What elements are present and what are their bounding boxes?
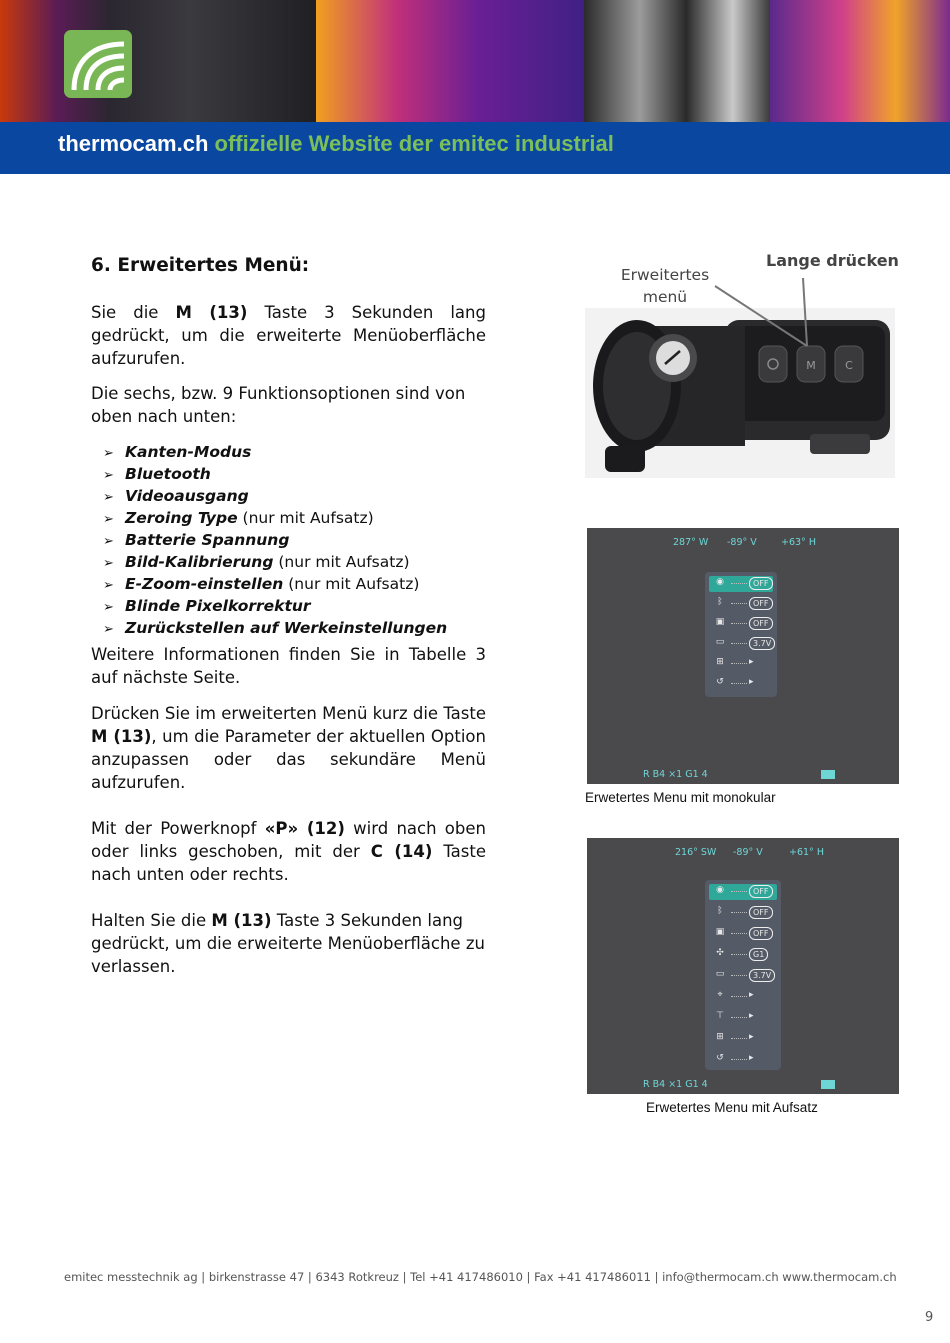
divider [731,1059,747,1060]
text: Halten Sie die [91,911,212,930]
key-label: C (14) [370,842,433,861]
reset-icon: ↺ [716,1053,724,1063]
thermal-photo-1 [0,0,316,122]
extended-menu [705,572,777,697]
text: Taste 3 Sekunden lang gedrückt, um die erweiterte Menüoberfläche zu verlassen. [91,911,485,976]
hud-heading: 216° SW [675,847,717,858]
option-name: Batterie Spannung [125,531,290,549]
menu-value: G1 [749,948,768,961]
option-note: (nur mit Aufsatz) [237,509,374,527]
divider [731,975,747,976]
list-item [103,552,447,574]
screen-attachment [587,838,899,1094]
option-name: Bild-Kalibrierung [125,553,274,571]
caption-attachment: Erwetertes Menu mit Aufsatz [646,1100,818,1115]
pixel-icon: ⊞ [716,1032,724,1042]
menu-item-reset[interactable] [709,676,773,692]
menu-value: 3.7V [749,637,775,650]
option-name: Kanten-Modus [125,443,252,461]
bluetooth-icon: ᛒ [717,906,723,916]
screen-monocular [587,528,899,784]
paragraph-exit-menu [91,909,486,978]
video-output-icon: ▣ [715,617,725,627]
menu-value: OFF [749,885,773,898]
list-item [103,596,447,618]
arrow-bullet-icon: ➢ [103,600,114,615]
menu-value: OFF [749,906,773,919]
hud-vertical: -89° V [727,537,757,548]
text: Taste nach unten oder rechts. [91,842,487,884]
reset-icon: ↺ [716,677,724,687]
eye-icon: ◉ [716,885,724,895]
divider [731,663,747,664]
key-label: M (13) [211,911,272,930]
thermal-photo-3 [584,0,770,122]
text: , um die Parameter der aktuellen Option anzupassen oder das sekundäre Menü aufzurufen. [91,727,486,792]
option-name: Blinde Pixelkorrektur [125,597,311,615]
bluetooth-icon: ᛒ [717,597,723,607]
list-item [103,486,447,508]
menu-arrow: ▸ [749,657,754,667]
hud-heading: 287° W [673,537,709,548]
video-output-icon: ▣ [715,927,725,937]
key-label: M (13) [175,303,248,322]
pixel-icon: ⊞ [716,657,724,667]
page-number: 9 [925,1310,934,1325]
menu-value: OFF [749,577,773,590]
list-item [103,442,447,464]
header-banner [0,0,950,122]
menu-item-calibration[interactable] [709,989,777,1005]
svg-text:M: M [806,359,816,372]
arrow-bullet-icon: ➢ [103,534,114,549]
menu-arrow: ▸ [749,1032,754,1042]
divider [731,954,747,955]
crosshair-icon: ⌖ [717,990,723,1000]
list-item [103,574,447,596]
eye-icon: ◉ [716,577,724,587]
key-label: M (13) [91,727,152,746]
company-logo [64,30,132,98]
key-label: «P» (12) [264,819,345,838]
divider [731,623,747,624]
site-name-primary: thermocam.ch [58,131,209,156]
paragraph-more-info: Weitere Informationen finden Sie in Tabelle 3 auf nächste Seite. [91,645,486,687]
menu-item-reset[interactable] [709,1052,777,1068]
option-name: Videoausgang [125,487,249,505]
text: Mit der Powerknopf [91,819,265,838]
menu-item-video[interactable] [709,926,777,942]
section-title: Erweitertes Menü: [117,255,310,276]
label-extended-menu [610,264,720,308]
text: Sie die [91,303,176,322]
label-long-press: Lange drücken [766,251,899,270]
arrow-bullet-icon: ➢ [103,446,114,461]
hud-status: R B4 ×1 G1 4 [643,1079,708,1090]
hud-horizontal: +61° H [789,847,824,858]
divider [731,603,747,604]
text: Taste 3 Sekunden lang gedrückt, um die erweiterte Menüoberfläche aufzurufen. [91,303,486,368]
options-list [103,442,447,640]
divider [731,643,747,644]
menu-item-battery[interactable] [709,968,777,984]
list-item [103,530,447,552]
paragraph-open-menu [91,301,486,370]
menu-item-pixel[interactable] [709,1031,777,1047]
option-name: E-Zoom-einstellen [125,575,284,593]
arrow-bullet-icon: ➢ [103,578,114,593]
list-item [103,464,447,486]
footer-contact: emitec messtechnik ag | birkenstrasse 47 | 6343 Rotkreuz | Tel +41 417486010 | Fax +41 417486011 | info@thermocam.ch www.thermocam.ch [64,1270,897,1284]
list-item [103,508,447,530]
battery-icon: ▭ [715,969,725,979]
menu-item-zeroing[interactable] [709,947,777,963]
text: Drücken Sie im erweiterten Menü kurz die Taste [91,704,486,723]
divider [731,1038,747,1039]
label-line: Erweitertes [620,266,710,284]
divider [731,912,747,913]
menu-item-ezoom[interactable] [709,1010,777,1026]
battery-indicator-icon [821,1080,835,1089]
battery-icon: ▭ [715,637,725,647]
option-name: Bluetooth [125,465,211,483]
divider [731,891,747,892]
hud-vertical: -89° V [733,847,763,858]
menu-value: OFF [749,597,773,610]
site-name-secondary: offizielle Website der emitec industrial [214,131,614,156]
menu-item-pixel[interactable] [709,656,773,672]
menu-item-battery[interactable] [709,636,773,652]
arrow-bullet-icon: ➢ [103,512,114,527]
menu-arrow: ▸ [749,677,754,687]
menu-value: 3.7V [749,969,775,982]
site-title[interactable] [58,131,614,157]
text: wird nach oben oder links geschoben, mit der [91,819,486,861]
menu-value: OFF [749,927,773,940]
fan-icon: ✣ [716,948,724,958]
menu-item-bluetooth[interactable] [709,905,777,921]
menu-item-edge[interactable] [709,576,773,592]
divider [731,933,747,934]
option-note: (nur mit Aufsatz) [283,575,420,593]
menu-arrow: ▸ [749,990,754,1000]
thermal-photo-4 [770,0,950,122]
label-line: menü [642,288,688,306]
paragraph-short-press [91,702,486,794]
list-item [103,618,447,640]
divider [731,996,747,997]
menu-arrow: ▸ [749,1053,754,1063]
menu-item-bluetooth[interactable] [709,596,773,612]
menu-item-video[interactable] [709,616,773,632]
arrow-bullet-icon: ➢ [103,490,114,505]
zoom-icon: ⊤ [716,1011,724,1021]
battery-indicator-icon [821,770,835,779]
thermal-photo-2 [316,0,584,122]
hud-horizontal: +63° H [781,537,816,548]
section-heading [91,255,309,276]
hud-status: R B4 ×1 G1 4 [643,769,708,780]
caption-monocular: Erwetertes Menu mit monokular [585,790,776,805]
divider [731,683,747,684]
paragraph-options-intro: Die sechs, bzw. 9 Funktionsoptionen sind von oben nach unten: [91,384,466,426]
menu-arrow: ▸ [749,1011,754,1021]
option-name: Zurückstellen auf Werkeinstellungen [125,619,448,637]
menu-item-edge[interactable] [709,884,777,900]
arrow-bullet-icon: ➢ [103,622,114,637]
menu-value: OFF [749,617,773,630]
extended-menu [705,880,781,1070]
svg-text:C: C [845,359,853,372]
arrow-bullet-icon: ➢ [103,468,114,483]
option-name: Zeroing Type [125,509,238,527]
divider [731,1017,747,1018]
arrow-bullet-icon: ➢ [103,556,114,571]
divider [731,583,747,584]
section-number: 6. [91,255,111,276]
option-note: (nur mit Aufsatz) [273,553,410,571]
paragraph-navigation [91,817,486,886]
